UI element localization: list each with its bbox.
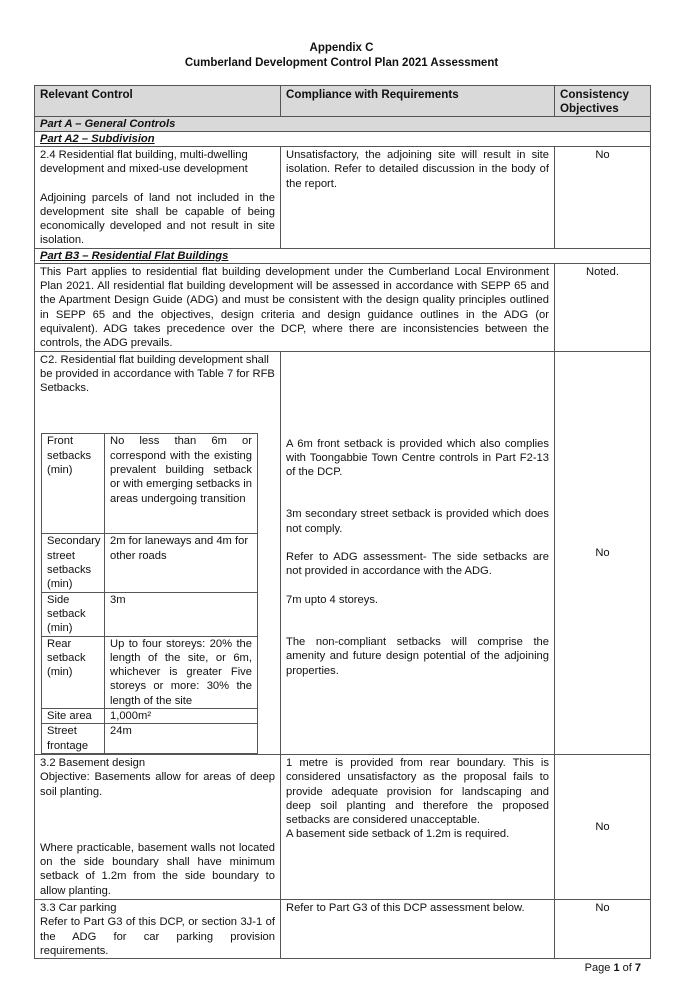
column-header-control: Relevant Control	[35, 86, 281, 117]
compliance-cell: Refer to Part G3 of this DCP assessment below.	[281, 899, 555, 958]
setback-label: Street frontage	[42, 724, 105, 754]
compliance-cell: Unsatisfactory, the adjoining site will result in site isolation. Refer to detailed discussion in the body of the report.	[281, 147, 555, 249]
appendix-heading: Appendix C	[309, 42, 374, 54]
page-current: 1	[613, 962, 620, 974]
setback-value: 3m	[105, 592, 258, 636]
compliance-text: The non-compliant setbacks will comprise the amenity and future design potential of the adjoining properties.	[286, 635, 549, 677]
consistency-cell	[555, 351, 651, 754]
compliance-text: Refer to ADG assessment- The side setbacks are not provided in accordance with the ADG.	[286, 551, 549, 578]
consistency-cell: No	[555, 147, 651, 249]
control-text: 3.2 Basement design	[40, 756, 146, 769]
table-row-b3-intro	[35, 263, 651, 351]
page-number	[585, 962, 641, 974]
control-text: C2. Residential flat building development shall be provided in accordance with Table 7 for RFB Setbacks.	[40, 353, 275, 395]
setback-label: Secondary street setbacks (min)	[42, 534, 105, 592]
setback-row	[42, 592, 258, 636]
subsection-row-a2	[35, 132, 651, 147]
control-text: Where practicable, basement walls not located on the side boundary shall have minimum setback of 1.2m from the side boundary to allow planting.	[40, 841, 275, 897]
table-row-basement	[35, 754, 651, 899]
setback-value: Up to four storeys: 20% the length of the site, or 6m, whichever is greater Five storeys or more: 30% the length of the site	[105, 636, 258, 708]
setback-row	[42, 434, 258, 534]
consistency-cell: No	[555, 899, 651, 958]
control-cell	[35, 899, 281, 958]
column-header-consistency: Consistency Objectives	[555, 86, 651, 117]
compliance-cell	[281, 754, 555, 899]
table-row-car-parking	[35, 899, 651, 958]
setback-value: No less than 6m or correspond with the existing prevalent building setback or with emerging setbacks in areas undergoing transition	[105, 434, 258, 534]
compliance-cell	[281, 351, 555, 754]
consistency-cell: Noted.	[555, 263, 651, 351]
intro-cell: This Part applies to residential flat building development under the Cumberland Local Environment Plan 2021. All residential flat building development will be assessed in accordance with SEPP 65 and the Apartment Design Guide (ADG) and must be consistent with the design quality principles outlined in SEPP 65 and the objectives, design criteria and design guidance outlines in the ADG (or equivalent). ADG takes precedence over the DCP, where there are inconsistencies between the controls, the ADG prevails.	[35, 263, 555, 351]
setback-row	[42, 636, 258, 708]
page-label: Page	[584, 962, 611, 974]
consistency-cell	[555, 754, 651, 899]
control-cell	[35, 147, 281, 249]
control-text: Objective: Basements allow for areas of deep soil planting.	[40, 771, 275, 798]
control-text: Refer to Part G3 of this DCP, or section 3J-1 of the ADG for car parking provision requirements.	[40, 916, 275, 957]
setback-value: 1,000m²	[105, 709, 258, 724]
control-text: 3.3 Car parking	[40, 901, 117, 914]
consistency-value: No	[595, 547, 610, 560]
section-row-part-a	[35, 117, 651, 132]
table-row-c2-setbacks	[35, 351, 651, 754]
assessment-table	[34, 85, 651, 959]
compliance-text: 1 metre is provided from rear boundary. This is considered unsatisfactory as the proposal fails to provide adequate provision for landscaping and deep soil planting and therefore the proposed setbacks are considered unacceptable.	[286, 756, 549, 827]
subsection-title: Part B3 – Residential Flat Buildings	[35, 248, 651, 263]
section-title: Part A – General Controls	[35, 117, 651, 132]
page-of: of	[622, 962, 632, 974]
subsection-row-b3	[35, 248, 651, 263]
compliance-text: A basement side setback of 1.2m is required.	[286, 828, 510, 841]
page-total: 7	[634, 962, 641, 974]
setback-label: Site area	[42, 709, 105, 724]
setback-value: 2m for laneways and 4m for other roads	[105, 534, 258, 592]
control-cell	[35, 351, 281, 754]
setback-label: Side setback (min)	[42, 592, 105, 636]
setbacks-table	[41, 433, 258, 753]
setback-row	[42, 724, 258, 754]
setback-label: Rear setback (min)	[42, 636, 105, 708]
column-header-compliance: Compliance with Requirements	[281, 86, 555, 117]
control-cell	[35, 754, 281, 899]
table-row-a2-subdivision	[35, 147, 651, 249]
compliance-text: 7m upto 4 storeys.	[286, 593, 379, 606]
control-text: Adjoining parcels of land not included in the development site shall be capable of being economically developed and not result in site isolation.	[40, 191, 275, 247]
compliance-text: A 6m front setback is provided which also complies with Toongabbie Town Centre controls in Part F2-13 of the DCP.	[286, 437, 549, 479]
setback-row	[42, 534, 258, 592]
table-header-row	[35, 86, 651, 117]
compliance-text: 3m secondary street setback is provided which does not comply.	[286, 508, 549, 535]
document-title: Cumberland Development Control Plan 2021 Assessment	[184, 57, 499, 69]
setback-value: 24m	[105, 724, 258, 754]
subsection-title: Part A2 – Subdivision	[35, 132, 651, 147]
consistency-value: No	[595, 821, 610, 834]
control-text: 2.4 Residential flat building, multi-dwelling development and mixed-use development	[40, 149, 248, 176]
setback-label: Front setbacks (min)	[42, 434, 105, 534]
setback-row	[42, 709, 258, 724]
